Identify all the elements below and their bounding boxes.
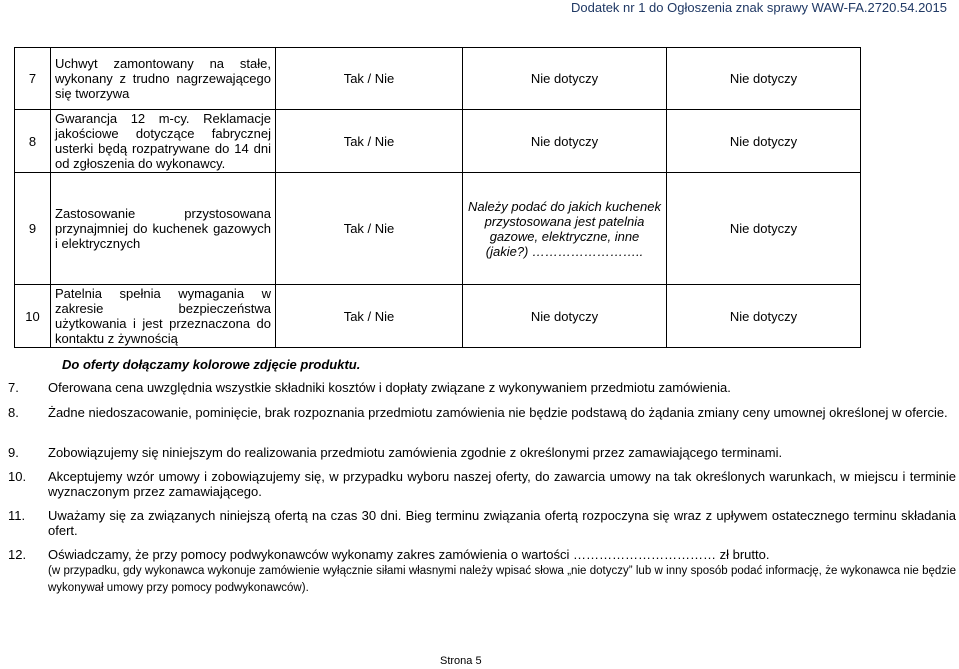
declaration-number: 11. bbox=[8, 508, 26, 523]
row-yes-no: Tak / Nie bbox=[276, 110, 463, 173]
specification-table bbox=[14, 47, 861, 348]
declaration-number: 12. bbox=[8, 547, 27, 562]
row-yes-no: Tak / Nie bbox=[276, 285, 463, 348]
declaration-number: 7. bbox=[8, 380, 19, 395]
declaration-text: Oferowana cena uwzględnia wszystkie składniki kosztów i dopłaty związane z wykonywaniem przedmiotu zamówienia. bbox=[48, 380, 731, 395]
table-row bbox=[15, 110, 861, 173]
row-value-2: Nie dotyczy bbox=[667, 48, 861, 110]
row-value-2: Nie dotyczy bbox=[667, 173, 861, 285]
row-number: 9 bbox=[15, 173, 51, 285]
declaration-text: Żadne niedoszacowanie, pominięcie, brak rozpoznania przedmiotu zamówienia nie będzie podstawą do żądania zmiany ceny umownej określonej w ofercie. bbox=[48, 405, 948, 420]
row-value-2: Nie dotyczy bbox=[667, 110, 861, 173]
row-description: Zastosowanie przystosowana przynajmniej do kuchenek gazowych i elektrycznych bbox=[51, 173, 276, 285]
row-description: Uchwyt zamontowany na stałe, wykonany z trudno nagrzewającego się tworzywa bbox=[51, 48, 276, 110]
row-value: Należy podać do jakich kuchenek przystosowana jest patelnia gazowe, elektryczne, inne (jakie?) …………………….. bbox=[463, 173, 667, 285]
table-row bbox=[15, 48, 861, 110]
row-yes-no: Tak / Nie bbox=[276, 173, 463, 285]
table-row bbox=[15, 173, 861, 285]
row-number: 8 bbox=[15, 110, 51, 173]
table-row bbox=[15, 285, 861, 348]
row-description: Patelnia spełnia wymagania w zakresie bezpieczeństwa użytkowania i jest przeznaczona do kontaktu z żywnością bbox=[51, 285, 276, 348]
page-number: Strona 5 bbox=[440, 655, 482, 667]
declaration-text: Oświadczamy, że przy pomocy podwykonawców wykonamy zakres zamówienia o wartości …………………………… zł brutto. bbox=[48, 547, 770, 562]
row-value: Nie dotyczy bbox=[463, 285, 667, 348]
row-number: 7 bbox=[15, 48, 51, 110]
declaration-text: Uważamy się za związanych niniejszą ofertą na czas 30 dni. Bieg terminu związania ofertą rozpoczyna się wraz z upływem ostatecznego terminu składania ofert. bbox=[48, 508, 956, 538]
row-yes-no: Tak / Nie bbox=[276, 48, 463, 110]
declaration-number: 8. bbox=[8, 405, 19, 420]
declaration-text: Akceptujemy wzór umowy i zobowiązujemy się, w przypadku wyboru naszej oferty, do zawarcia umowy na tak określonych warunkach, w miejscu i terminie wyznaczonym przez zamawiającego. bbox=[48, 469, 956, 499]
row-value: Nie dotyczy bbox=[463, 48, 667, 110]
declaration-number: 9. bbox=[8, 445, 19, 460]
row-description: Gwarancja 12 m-cy. Reklamacje jakościowe dotyczące fabrycznej usterki będą rozpatrywane do 14 dni od zgłoszenia do wykonawcy. bbox=[51, 110, 276, 173]
row-number: 10 bbox=[15, 285, 51, 348]
declaration-note: (w przypadku, gdy wykonawca wykonuje zamówienie wyłącznie siłami własnymi należy wpisać słowa „nie dotyczy” lub w inny sposób podać informację, że wykonawca nie będzie wykonywał umowy przy pomocy podwykonawców). bbox=[48, 565, 956, 594]
declaration-number: 10. bbox=[8, 469, 27, 484]
declaration-text: Zobowiązujemy się niniejszym do realizowania przedmiotu zamówienia zgodnie z określonymi przez zamawiającego terminami. bbox=[48, 445, 783, 460]
photo-note: Do oferty dołączamy kolorowe zdjęcie produktu. bbox=[62, 357, 361, 372]
row-value-2: Nie dotyczy bbox=[667, 285, 861, 348]
document-header: Dodatek nr 1 do Ogłoszenia znak sprawy WAW-FA.2720.54.2015 bbox=[571, 0, 947, 15]
row-value: Nie dotyczy bbox=[463, 110, 667, 173]
